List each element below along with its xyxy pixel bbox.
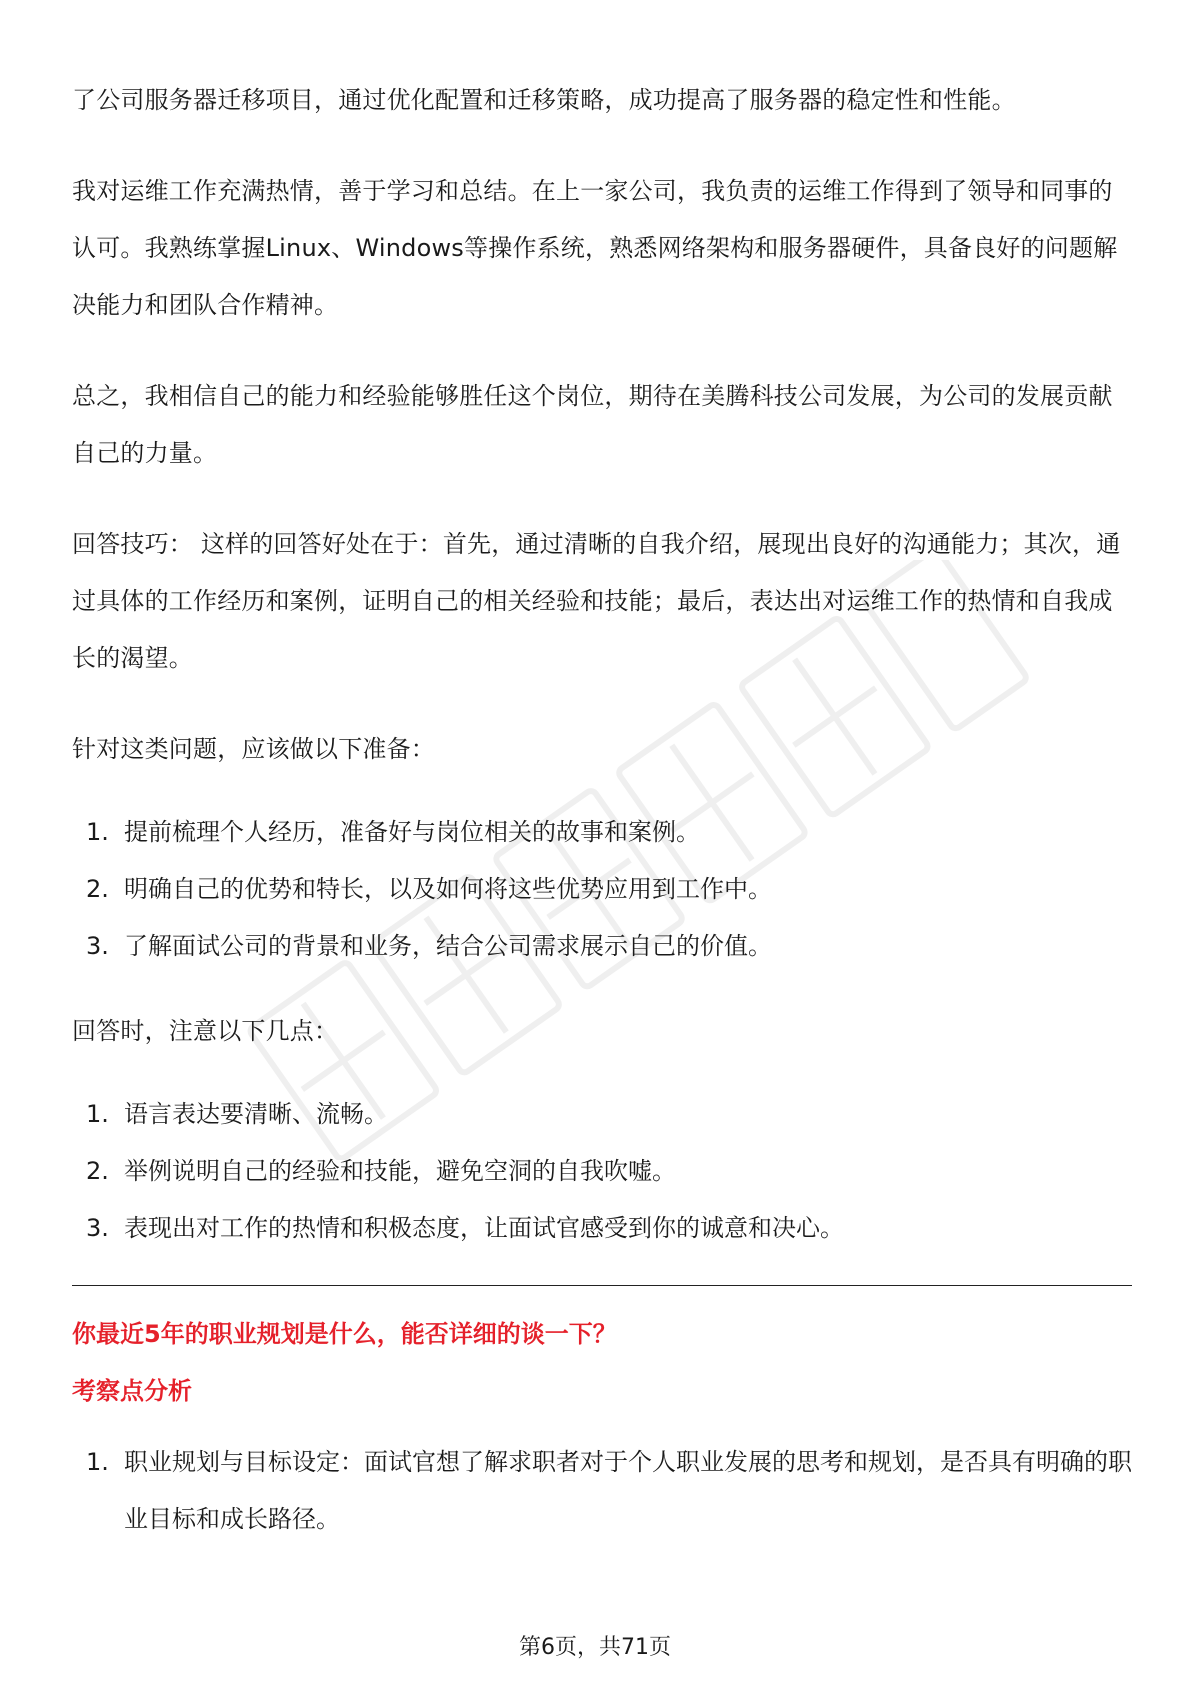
paragraph-answer-tips: 回答技巧： 这样的回答好处在于：首先，通过清晰的自我介绍，展现出良好的沟通能力；其次，通过具体的工作经历和案例，证明自己的相关经验和技能；最后，表达出对运维工作的热情和自我成长的渴望。 — [72, 530, 1121, 672]
list-item — [72, 1200, 1132, 1257]
list-item-number: 3. — [86, 1214, 109, 1242]
list-item-number: 3. — [86, 932, 109, 960]
question-title: 你最近5年的职业规划是什么，能否详细的谈一下？ — [72, 1320, 617, 1348]
page-content — [72, 72, 1132, 1576]
list-item-number: 1. — [86, 1100, 109, 1128]
analysis-heading: 考察点分析 — [72, 1377, 192, 1405]
paragraph-enthusiasm: 我对运维工作充满热情，善于学习和总结。在上一家公司，我负责的运维工作得到了领导和同事的认可。我熟练掌握Linux、Windows等操作系统，熟悉网络架构和服务器硬件，具备良好的问题解决能力和团队合作精神。 — [72, 177, 1118, 319]
list-item — [72, 1143, 1132, 1200]
list-item-text: 提前梳理个人经历，准备好与岗位相关的故事和案例。 — [124, 818, 700, 846]
list-item-number: 1. — [86, 1448, 109, 1476]
analysis-list — [72, 1434, 1132, 1548]
list-item — [72, 918, 1132, 975]
list-item-text: 表现出对工作的热情和积极态度，让面试官感受到你的诚意和决心。 — [124, 1214, 844, 1242]
paragraph-summary: 总之，我相信自己的能力和经验能够胜任这个岗位，期待在美腾科技公司发展，为公司的发展贡献自己的力量。 — [72, 382, 1113, 467]
paragraph-notes-intro: 回答时，注意以下几点： — [72, 1017, 339, 1045]
list-item-text: 职业规划与目标设定：面试官想了解求职者对于个人职业发展的思考和规划，是否具有明确的职业目标和成长路径。 — [124, 1448, 1132, 1533]
list-item-text: 举例说明自己的经验和技能，避免空洞的自我吹嘘。 — [124, 1157, 676, 1185]
page-footer: 第6页，共71页 — [519, 1635, 671, 1660]
list-item-text: 明确自己的优势和特长，以及如何将这些优势应用到工作中。 — [124, 875, 772, 903]
list-item — [72, 861, 1132, 918]
paragraph-experience: 了公司服务器迁移项目，通过优化配置和迁移策略，成功提高了服务器的稳定性和性能。 — [72, 86, 1016, 114]
list-item — [72, 804, 1132, 861]
list-item — [72, 1086, 1132, 1143]
notes-list — [72, 1086, 1132, 1257]
list-item-number: 1. — [86, 818, 109, 846]
list-item-text: 了解面试公司的背景和业务，结合公司需求展示自己的价值。 — [124, 932, 772, 960]
preparation-list — [72, 804, 1132, 975]
list-item-text: 语言表达要清晰、流畅。 — [124, 1100, 388, 1128]
paragraph-preparation-intro: 针对这类问题，应该做以下准备： — [72, 735, 435, 763]
list-item-number: 2. — [86, 875, 109, 903]
list-item-number: 2. — [86, 1157, 109, 1185]
section-divider — [72, 1285, 1132, 1286]
list-item — [72, 1434, 1132, 1548]
